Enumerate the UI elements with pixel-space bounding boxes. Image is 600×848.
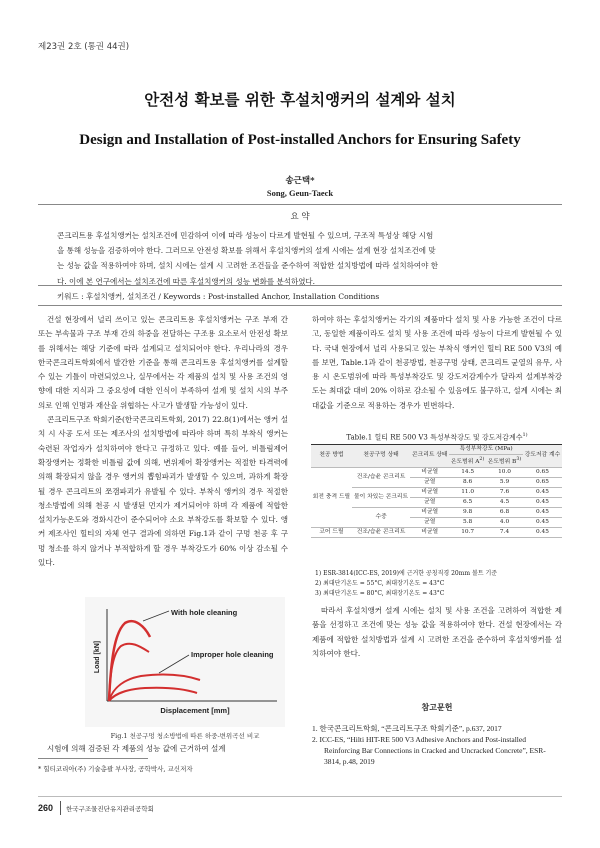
footer-separator: [60, 801, 61, 815]
table-bond-strength: [311, 444, 562, 538]
table-note: 2) 최대단기온도 = 55°C, 최대장기온도 = 43°C: [315, 580, 445, 587]
table-note: 1) ESR-3814(ICC-ES, 2019)에 근거한 공칭직경 20mm 볼트 기준: [315, 570, 498, 577]
author-english: Song, Geun-Taeck: [266, 188, 334, 198]
x-axis-label: Displacement [mm]: [160, 706, 230, 715]
figure-load-displacement: [85, 597, 285, 727]
table-cell: 9.8: [449, 507, 486, 517]
curve-improper-c: [109, 688, 197, 701]
paragraph: 콘크리트구조 학회기준(한국콘크리트학회, 2017) 22.8(1)에서는 앵커 설치 시 사공 도서 또는 제조사의 설치방법에 따라야 하며 특히 부착식 앵커는 숙련된 작업자가 설치하여야 한다고 규정하고 있다. 예를 들어, 비틀림제어 확장앵커는 정확한 비틀림 값에 의해, 변위제어 확장앵커는 적절한 타격력에 의해 확장되지 않을 경우 앵커의 뽑힘파괴가 발생할 수 있으며, 과하게 확장될 경우 콘크리트의 쪼갬파괴가 유발될 수 있다. 부착식 앵커의 경우 적절한 청소방법에 의해 천공 시 발생된 먼지가 제거되어야 하며 각 제품에 적합한 설치가능온도와 경화시간이 준수되어야 소요 부착강도를 확보할 수 있다. 앵커 제조사인 힐티의 자체 연구 결과에 의하면 Fig.1과 같이 구멍 천공 후 구멍 청소를 하지 않거나 부적합하게 할 경우 부착강도가 60% 이상 감소될 수 있다.: [38, 415, 288, 568]
author-korean: 송근택*: [285, 176, 315, 186]
table-header: 강도저감 계수: [523, 445, 562, 468]
reference-item: 2. ICC-ES, “Hilti HIT-RE 500 V3 Adhesive Anchors and Post-installed Reinforcing Bar Connections in Cracked and Uncracked Concrete”, ESR-3814, p.48, 2019: [312, 735, 546, 766]
table-cell: 4.0: [486, 517, 523, 527]
table-cell: 6.5: [449, 497, 486, 507]
table-subheader: 온도범위 $B^{3)}$: [486, 455, 523, 468]
table-header: 콘크리트 상태: [410, 445, 449, 468]
table-cell: 0.45: [523, 507, 562, 517]
abstract-line: 다. 이에 본 연구에서는 설치조건에 따른 후설치앵커의 성능 변화를 분석하였다.: [57, 276, 316, 286]
footnote-rule: [38, 758, 148, 759]
table-header: 천공 방법: [311, 445, 352, 468]
table-cell: 0.65: [523, 477, 562, 487]
table-cell: 비균열: [410, 507, 449, 517]
table-note: 3) 최대단기온도 = 80°C, 최대장기온도 = 43°C: [315, 590, 445, 597]
table-cell: 6.8: [486, 507, 523, 517]
left-column: [38, 313, 288, 570]
table-cell: 물이 차있는 콘크리트: [352, 487, 410, 507]
abstract-line: 을 통해 성능을 검증하여야 한다. 그러므로 안전성 확보를 위해서 후설치앵커의 설계 시에는 설계 현장 설치조건에 맞: [57, 246, 436, 256]
right-column: [312, 313, 562, 413]
page-number: 260: [38, 803, 54, 813]
abstract-heading: 요 약: [290, 212, 310, 222]
curve-improper-a: [109, 644, 149, 701]
table-cell: 코어 드릴: [311, 527, 352, 537]
references-heading: 참고문헌: [421, 702, 453, 712]
reference-item: 1. 한국콘크리트학회, “콘크리트구조 학회기준”, p.637, 2017: [312, 724, 502, 733]
references-list: [312, 723, 562, 767]
table-row: [311, 467, 562, 477]
table-cell: 회전 충격 드릴: [311, 467, 352, 527]
table-cell: 0.45: [523, 517, 562, 527]
paragraph: 하여야 하는 후설치앵커는 각기의 제품마다 설치 및 사용 가능한 조건이 다르고, 동일한 제품이라도 설치 및 사용 조건에 따라 성능이 다르게 발현될 수 있다. 국내 현장에서 널리 사용되고 있는 부착식 앵커인 힐티 RE 500 V3의 예를 보면, Table.1과 같이 천공방법, 천공구멍 상태, 콘크리트 균열의 유무, 사용 시 온도범위에 따라 특성부착강도 및 강도저감계수가 달라져 설계부착강도는 최대값 대비 20% 이하로 감소될 수 있음에도 불구하고, 설계 시에는 최대값을 기준으로 적용하는 경우가 빈번하다.: [312, 315, 562, 410]
table-cell: 수중: [352, 507, 410, 527]
table-cell: 5.8: [449, 517, 486, 527]
table-cell: 8.6: [449, 477, 486, 487]
issue-label: 제23권 2호 (통권 44권): [38, 42, 130, 52]
table-cell: 7.6: [486, 487, 523, 497]
journal-name: 한국구조물진단유지관리공학회: [66, 805, 154, 813]
paragraph: 시험에 의해 검증된 각 제품의 성능 값에 근거하여 설계: [47, 744, 226, 753]
divider-keywords: [38, 305, 562, 306]
table-cell: 0.45: [523, 527, 562, 537]
right-column-conclusion: [312, 604, 562, 661]
y-axis-label: Load [kN]: [94, 640, 101, 674]
label-improper-cleaning: Improper hole cleaning: [191, 650, 274, 659]
table-row: [311, 527, 562, 537]
table-cell: 균열: [410, 517, 449, 527]
table-cell: 10.0: [486, 467, 523, 477]
keywords: 키워드 : 후설치앵커, 설치조건 / Keywords : Post-installed Anchor, Installation Conditions: [57, 292, 380, 301]
figure-caption: Fig.1 천공구멍 청소방법에 따른 하중-변위곡선 비교: [110, 732, 260, 740]
table-cell: 11.0: [449, 487, 486, 497]
table-cell: 5.9: [486, 477, 523, 487]
table-cell: 7.4: [486, 527, 523, 537]
table-cell: 0.45: [523, 497, 562, 507]
table-cell: 0.65: [523, 467, 562, 477]
abstract-body: [57, 228, 547, 289]
divider-mid: [38, 285, 562, 286]
table-cell: 4.5: [486, 497, 523, 507]
table-header: 특성부착강도 (MPa): [449, 445, 523, 455]
title-english: Design and Installation of Post-installed Anchors for Ensuring Safety: [79, 132, 521, 148]
leader-with: [143, 611, 169, 621]
table-cell: 건조/습윤 콘크리트: [352, 527, 410, 537]
table-caption: Table.1 힐티 RE 500 V3 특성부착강도 및 강도저감계수$^{1)}$: [346, 432, 528, 442]
table-subheader: 온도범위 $A^{2)}$: [449, 455, 486, 468]
footer-rule: [38, 796, 562, 797]
left-column-after-figure: [38, 742, 288, 756]
footnote: * 힐티코리아(주) 기술총괄 부사장, 공학박사, 교신저자: [38, 765, 193, 773]
abstract-line: 는 성능 값을 적용하여야 하며, 설치 시에는 설계 시 고려한 조건들을 준수하여 적합한 설치방법에 따라 설치하여야 한: [57, 261, 439, 271]
table-cell: 비균열: [410, 467, 449, 477]
table-header: 천공구멍 상태: [352, 445, 410, 468]
table-cell: 균열: [410, 497, 449, 507]
abstract-line: 콘크리트용 후설치앵커는 설치조건에 민감하여 이에 따라 성능이 다르게 발현될 수 있으며, 구조적 특성상 해당 시험: [57, 231, 434, 240]
divider-top: [38, 204, 562, 205]
title-korean: 안전성 확보를 위한 후설치앵커의 설계와 설치: [144, 91, 456, 109]
leader-improper: [159, 655, 189, 673]
table-cell: 10.7: [449, 527, 486, 537]
table-cell: 0.45: [523, 487, 562, 497]
table-cell: 비균열: [410, 487, 449, 497]
table-notes: [315, 569, 562, 599]
label-with-cleaning: With hole cleaning: [171, 608, 238, 617]
table-cell: 건조/습윤 콘크리트: [352, 467, 410, 487]
table-cell: 14.5: [449, 467, 486, 477]
table-cell: 균열: [410, 477, 449, 487]
paragraph: 따라서 후설치앵커 설계 시에는 설치 및 사용 조건을 고려하여 적합한 제품을 선정하고 조건에 맞는 성능 값을 적용하여야 한다. 건설 현장에서는 각 제품에 적합한 설치방법과 설계 시 고려한 조건을 준수하여 후설치앵커를 설치하여야 한다.: [312, 606, 562, 658]
table-cell: 비균열: [410, 527, 449, 537]
paragraph: 건설 현장에서 널리 쓰이고 있는 콘크리트용 후설치앵커는 구조 부재 간 또는 부속물과 구조 부재 간의 하중을 전달하는 구조용 요소로서 안전성 확보를 위해서는 해당 기준에 따라 설계되고 설치되어야 한다. 우리나라의 경우 한국콘크리트학회에서 발간한 기준을 통해 콘크리트용 후설치앵커를 설계할 수 있는 기틀이 마련되었으나, 실무에서는 각 제품의 설치 및 사용 조건의 영향에 대한 지식과 그 중요성에 대한 인식이 부족하여 설계 및 설치 시의 부주의로 인해 인명과 재산을 위협하는 사고가 발생할 가능성이 있다.: [38, 315, 288, 410]
